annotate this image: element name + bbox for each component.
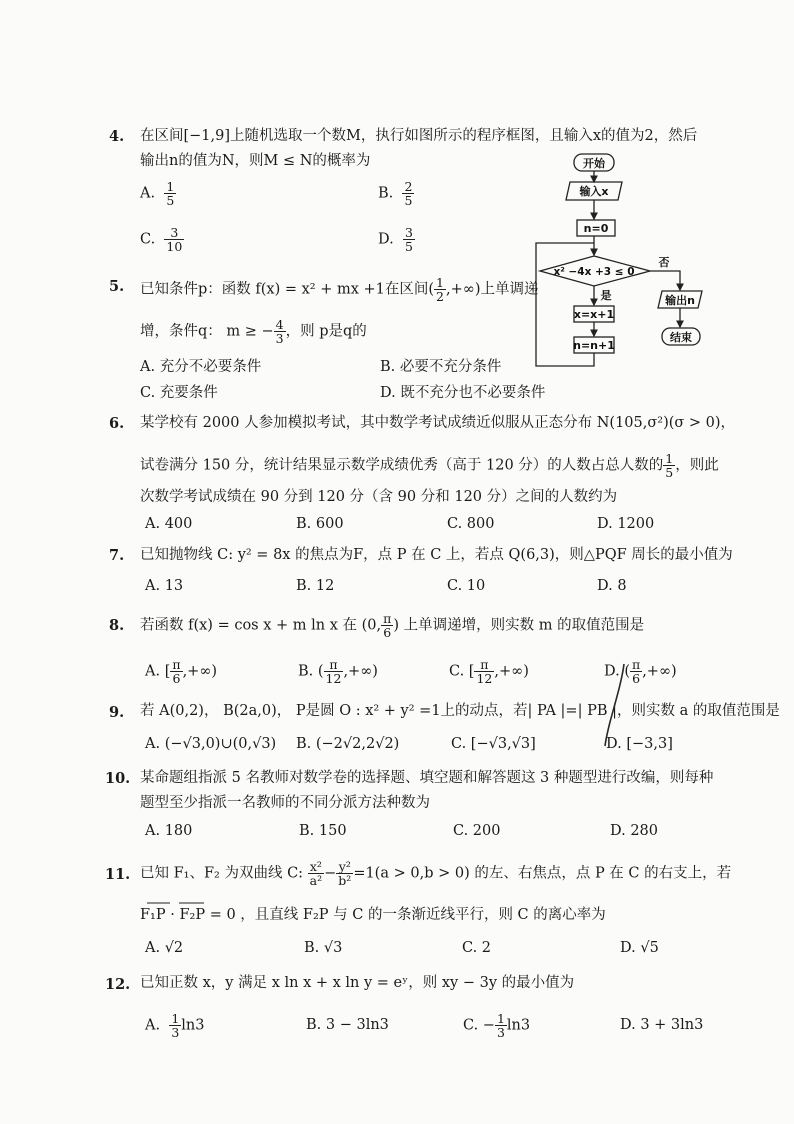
q11-option-b[interactable]: B. √3 [304, 940, 343, 956]
q4-number: 4. [109, 128, 125, 145]
q7-option-b[interactable]: B. 12 [296, 578, 335, 594]
q4-option-b[interactable]: B. $\frac{2}{5}$ [378, 179, 413, 208]
q9-option-b[interactable]: B. (−2√2,2√2) [296, 736, 400, 752]
q11-text-line1: 已知 F₁、F₂ 为双曲线 C: $\frac{\text{x²}}{\text{a²}}$ − $\frac{\text{y²}}{\text{b²}}$ =1(a > 0,b > 0) 的左、右焦点，点 P 在 C 的右支上，若 [140, 859, 732, 888]
q8-option-b[interactable]: B. ( $\frac{\pi}{12}$ ,+∞) [298, 657, 378, 686]
fraction: $\frac{\pi}{6}$ [172, 657, 181, 686]
q10-option-d[interactable]: D. 280 [610, 823, 659, 839]
q7-option-d[interactable]: D. 8 [597, 578, 627, 594]
fraction: $\frac{\pi}{12}$ [476, 657, 493, 686]
q5-text-line2: 增，条件q： m ≥ − $\frac{4}{3}$ ，则 p是q的 [140, 317, 367, 346]
input-label: 输入x [579, 185, 609, 198]
q6-option-b[interactable]: B. 600 [296, 516, 344, 532]
fraction: $\frac{\text{y²}}{\text{b²}}$ [338, 859, 352, 888]
q6-text-line1: 某学校有 2000 人参加模拟考试，其中数学考试成绩近似服从正态分布 N(105,σ²)(σ > 0)， [140, 415, 736, 431]
fraction: $\frac{3}{10}$ [166, 225, 183, 254]
q12-option-d[interactable]: D. 3 + 3ln3 [620, 1017, 704, 1033]
q6-option-d[interactable]: D. 1200 [597, 516, 655, 532]
q7-option-c[interactable]: C. 10 [447, 578, 486, 594]
fraction: $\frac{4}{3}$ [275, 317, 284, 346]
q9-text-line1: 若 A(0,2)， B(2a,0)， P是圆 O : x² + y² =1上的动点，若| PA |=| PB |，则实数 a 的取值范围是 [140, 703, 780, 719]
q6-text-line2: 试卷满分 150 分，统计结果显示数学成绩优秀（高于 120 分）的人数占总人数的 $\frac{1}{5}$ ，则此 [140, 451, 719, 480]
q7-text-line1: 已知抛物线 C: y² = 8x 的焦点为F，点 P 在 C 上，若点 Q(6,3)，则△PQF 周长的最小值为 [140, 547, 733, 563]
q4-text-line2: 输出n的值为N，则M ≤ N的概率为 [140, 153, 371, 169]
q12-text-line1: 已知正数 x，y 满足 x ln x + x ln y = eʸ，则 xy − 3y 的最小值为 [140, 975, 575, 991]
fraction: $\frac{1}{2}$ [436, 275, 444, 304]
q12-option-a[interactable]: A. $\frac{1}{3}$ ln3 [145, 1011, 205, 1040]
q11-option-c[interactable]: C. 2 [462, 940, 492, 956]
fraction: $\frac{1}{3}$ [171, 1011, 180, 1040]
program-flowchart [530, 148, 720, 373]
q5-number: 5. [109, 278, 125, 295]
q10-text-line1: 某命题组指派 5 名教师对数学卷的选择题、填空题和解答题这 3 种题型进行改编，则每种 [140, 770, 714, 786]
fraction: $\frac{1}{5}$ [166, 179, 175, 208]
fraction: $\frac{\pi}{6}$ [383, 611, 392, 640]
q8-option-c[interactable]: C. [ $\frac{\pi}{12}$ ,+∞) [449, 657, 529, 686]
q10-number: 10. [105, 770, 131, 787]
q11-number: 11. [105, 866, 131, 883]
q10-option-a[interactable]: A. 180 [145, 823, 193, 839]
q9-option-d[interactable]: D. [−3,3] [606, 736, 673, 752]
vector-overlines [146, 900, 208, 906]
output-label: 输出n [665, 294, 695, 307]
q4-option-c[interactable]: C. $\frac{3}{10}$ [140, 225, 183, 254]
q12-option-b[interactable]: B. 3 − 3ln3 [306, 1017, 389, 1033]
fraction: $\frac{2}{5}$ [404, 179, 413, 208]
step-x-label: x=x+1 [573, 308, 615, 321]
q11-option-a[interactable]: A. √2 [145, 940, 184, 956]
q9-number: 9. [109, 704, 125, 721]
q4-option-d[interactable]: D. $\frac{3}{5}$ [378, 225, 413, 254]
q12-option-c[interactable]: C. − $\frac{1}{3}$ ln3 [463, 1011, 531, 1040]
q8-option-d[interactable]: D. ( $\frac{\pi}{6}$ ,+∞) [604, 657, 677, 686]
q5-option-b[interactable]: B. 必要不充分条件 [380, 359, 502, 375]
fraction: $\frac{\pi}{12}$ [325, 657, 342, 686]
pen-check-mark [600, 660, 630, 750]
q6-text-line3: 次数学考试成绩在 90 分到 120 分（含 90 分和 120 分）之间的人数约为 [140, 489, 618, 505]
end-label: 结束 [670, 331, 692, 344]
q7-option-a[interactable]: A. 13 [145, 578, 184, 594]
q7-number: 7. [109, 547, 125, 564]
init-label: n=0 [583, 222, 609, 235]
q8-option-a[interactable]: A. [ $\frac{\pi}{6}$ ,+∞) [145, 657, 218, 686]
step-n-label: n=n+1 [573, 339, 615, 352]
q5-option-c[interactable]: C. 充要条件 [140, 385, 218, 401]
q11-option-d[interactable]: D. √5 [620, 940, 659, 956]
q4-option-a[interactable]: A. $\frac{1}{5}$ [140, 179, 175, 208]
condition-label: x² −4x +3 ≤ 0 [553, 266, 635, 278]
fraction: $\frac{1}{3}$ [496, 1011, 505, 1040]
q6-number: 6. [109, 415, 125, 432]
yes-label: 是 [600, 289, 612, 302]
fraction: $\frac{\text{x²}}{\text{a²}}$ [309, 859, 323, 888]
q10-option-c[interactable]: C. 200 [453, 823, 501, 839]
q5-option-a[interactable]: A. 充分不必要条件 [140, 359, 262, 375]
q12-number: 12. [105, 976, 131, 993]
q8-number: 8. [109, 617, 125, 634]
q10-text-line2: 题型至少指派一名教师的不同分派方法种数为 [140, 795, 430, 811]
no-label: 否 [658, 256, 670, 269]
q6-option-c[interactable]: C. 800 [447, 516, 495, 532]
q6-option-a[interactable]: A. 400 [145, 516, 193, 532]
q5-option-d[interactable]: D. 既不充分也不必要条件 [380, 385, 546, 401]
start-label: 开始 [583, 157, 605, 170]
q4-text-line1: 在区间[−1,9]上随机选取一个数M，执行如图所示的程序框图，且输入x的值为2，然后 [140, 128, 698, 144]
q9-option-a[interactable]: A. (−√3,0)∪(0,√3) [145, 736, 277, 752]
q11-text-line2: F₁P · F₂P = 0 ，且直线 F₂P 与 C 的一条渐近线平行，则 C 的离心率为 [140, 907, 606, 923]
fraction: $\frac{3}{5}$ [404, 225, 413, 254]
q10-option-b[interactable]: B. 150 [299, 823, 347, 839]
fraction: $\frac{1}{5}$ [665, 451, 674, 480]
q8-text-line1: 若函数 f(x) = cos x + m ln x 在 (0, $\frac{\pi}{6}$ ) 上单调递增，则实数 m 的取值范围是 [140, 611, 645, 640]
q9-option-c[interactable]: C. [−√3,√3] [451, 736, 536, 752]
fraction: $\frac{\pi}{6}$ [631, 657, 641, 686]
q5-text-line1: 已知条件p：函数 f(x) = x² + mx +1在区间( $\frac{1}{2}$ ,+∞)上单调递 [140, 275, 539, 304]
